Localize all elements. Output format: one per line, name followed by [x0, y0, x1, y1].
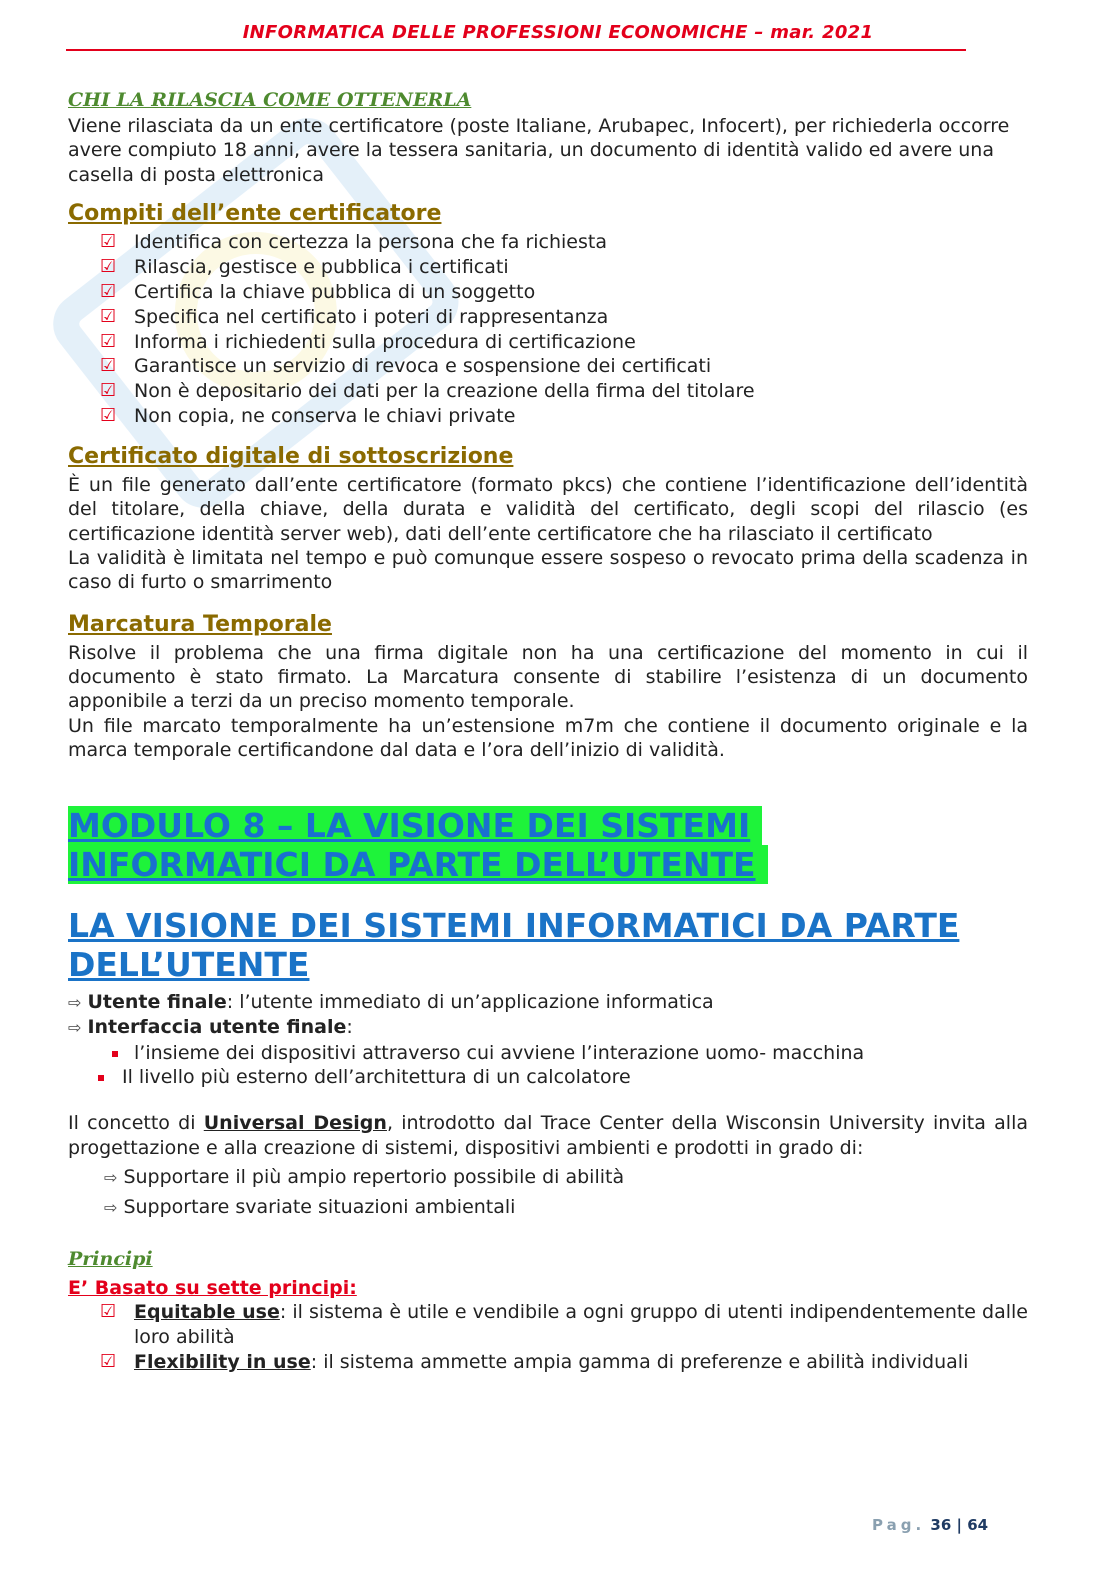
list-item: ☑ Specifica nel certificato i poteri di rappresentanza — [100, 305, 609, 328]
section-heading-certificato: Certificato digitale di sottoscrizione — [68, 444, 514, 470]
arrow-right-icon: ⇨ — [104, 1197, 118, 1217]
footer-separator: | — [956, 1516, 962, 1534]
checkbox-icon: ☑ — [100, 355, 117, 377]
list-item: ☑ Informa i richiedenti sulla procedura di certificazione — [100, 330, 636, 353]
definition-utente-finale: ⇨ Utente finale: l’utente immediato di un’applicazione informatica — [68, 991, 714, 1014]
arrow-right-icon: ⇨ — [104, 1167, 118, 1187]
principi-subheading: E’ Basato su sette principi: — [68, 1276, 357, 1299]
section-heading-principi: Principi — [68, 1247, 153, 1270]
section-heading-marcatura: Marcatura Temporale — [68, 611, 332, 637]
page-footer — [872, 1516, 988, 1534]
arrow-right-icon: ⇨ — [68, 1018, 82, 1038]
compiti-list — [68, 230, 1028, 429]
square-bullet-icon — [98, 1075, 104, 1081]
sub-item: Il livello più esterno dell’architettura di un calcolatore — [68, 1065, 1028, 1089]
section-heading-compiti: Compiti dell’ente certificatore — [68, 200, 442, 226]
checkbox-icon: ☑ — [100, 280, 117, 302]
footer-page-number: 36 — [930, 1516, 952, 1534]
section-heading-visione: LA VISIONE DEI SISTEMI INFORMATICI DA PARTE DELL’UTENTE — [68, 906, 960, 985]
checkbox-icon: ☑ — [100, 380, 117, 402]
list-item: ☑ Certifica la chiave pubblica di un soggetto — [100, 280, 536, 303]
paragraph-universal-design: Il concetto di Universal Design, introdotto dal Trace Center della Wisconsin University invita alla progettazione e alla creazione di sistemi, dispositivi ambienti e prodotti in grado di: — [68, 1112, 1028, 1159]
definitions — [68, 990, 1028, 1089]
checkbox-icon: ☑ — [100, 330, 117, 352]
list-item: ☑ Rilascia, gestisce e pubblica i certificati — [100, 255, 509, 278]
paragraph-marcatura-2: Un file marcato temporalmente ha un’estensione m7m che contiene il documento originale e la marca temporale certificandone dal data e l’ora dell’inizio di validità. — [68, 714, 1028, 761]
list-item: ☑ Identifica con certezza la persona che fa richiesta — [100, 230, 607, 253]
checkbox-icon: ☑ — [100, 1350, 117, 1372]
checkbox-icon: ☑ — [100, 230, 117, 252]
paragraph-certificato-2: La validità è limitata nel tempo e può comunque essere sospeso o revocato prima della scadenza in caso di furto o smarrimento — [68, 547, 1028, 594]
paragraph-marcatura-1: Risolve il problema che una firma digitale non ha una certificazione del momento in cui il documento è stato firmato. La Marcatura consente di stabilire l’esistenza di un documento apponibile a terzi da un preciso momento temporale. — [68, 641, 1028, 713]
principi-list — [68, 1300, 1028, 1375]
section-heading-chi-la-rilascia: CHI LA RILASCIA COME OTTENERLA — [68, 89, 472, 111]
ud-item: ⇨ Supportare il più ampio repertorio possibile di abilità — [104, 1165, 625, 1188]
ud-item: ⇨ Supportare svariate situazioni ambientali — [104, 1195, 516, 1218]
footer-pag-label: Pag. — [872, 1516, 926, 1534]
sub-item: l’insieme dei dispositivi attraverso cui avviene l’interazione uomo- macchina — [68, 1041, 1028, 1065]
list-item: ☑ Garantisce un servizio di revoca e sospensione dei certificati — [100, 355, 712, 378]
footer-total-pages: 64 — [967, 1516, 989, 1534]
page-content — [68, 88, 1028, 1375]
modulo-heading — [68, 806, 828, 884]
checkbox-icon: ☑ — [100, 1300, 117, 1322]
checkbox-icon: ☑ — [100, 305, 117, 327]
universal-design-term: Universal Design — [203, 1112, 387, 1135]
paragraph-rilascio: Viene rilasciata da un ente certificatore (poste Italiane, Arubapec, Infocert), per richiederla occorre avere compiuto 18 anni, avere la tessera sanitaria, un documento di identità valido ed avere una casella di posta elettronica — [68, 115, 1010, 186]
modulo-heading-line-2: INFORMATICI DA PARTE DELL’UTENTE — [68, 845, 768, 884]
checkbox-icon: ☑ — [100, 405, 117, 427]
header-rule — [66, 49, 966, 51]
paragraph-certificato-1: È un file generato dall’ente certificatore (formato pkcs) che contiene l’identificazione dell’identità del titolare, della chiave, della durata e validità del certificato, degli scopi del rilascio (es certificazione identità server web), dati dell’ente certificatore che ha rilasciato il certificato — [68, 474, 1028, 545]
square-bullet-icon — [112, 1051, 118, 1057]
checkbox-icon: ☑ — [100, 255, 117, 277]
modulo-heading-line-1: MODULO 8 – LA VISIONE DEI SISTEMI — [68, 806, 762, 845]
definition-interfaccia: ⇨ Interfaccia utente finale: — [68, 1016, 353, 1039]
arrow-right-icon: ⇨ — [68, 993, 82, 1013]
list-item: ☑ Non copia, ne conserva le chiavi private — [100, 405, 516, 428]
list-item: ☑ Equitable use: il sistema è utile e vendibile a ogni gruppo di utenti indipendentemente dalle loro abilità — [100, 1300, 1029, 1348]
list-item: ☑ Flexibility in use: il sistema ammette ampia gamma di preferenze e abilità individuali — [100, 1350, 969, 1373]
header-title: INFORMATICA DELLE PROFESSIONI ECONOMICHE – mar. 2021 — [242, 22, 874, 43]
list-item: ☑ Non è depositario dei dati per la creazione della firma del titolare — [100, 380, 755, 403]
